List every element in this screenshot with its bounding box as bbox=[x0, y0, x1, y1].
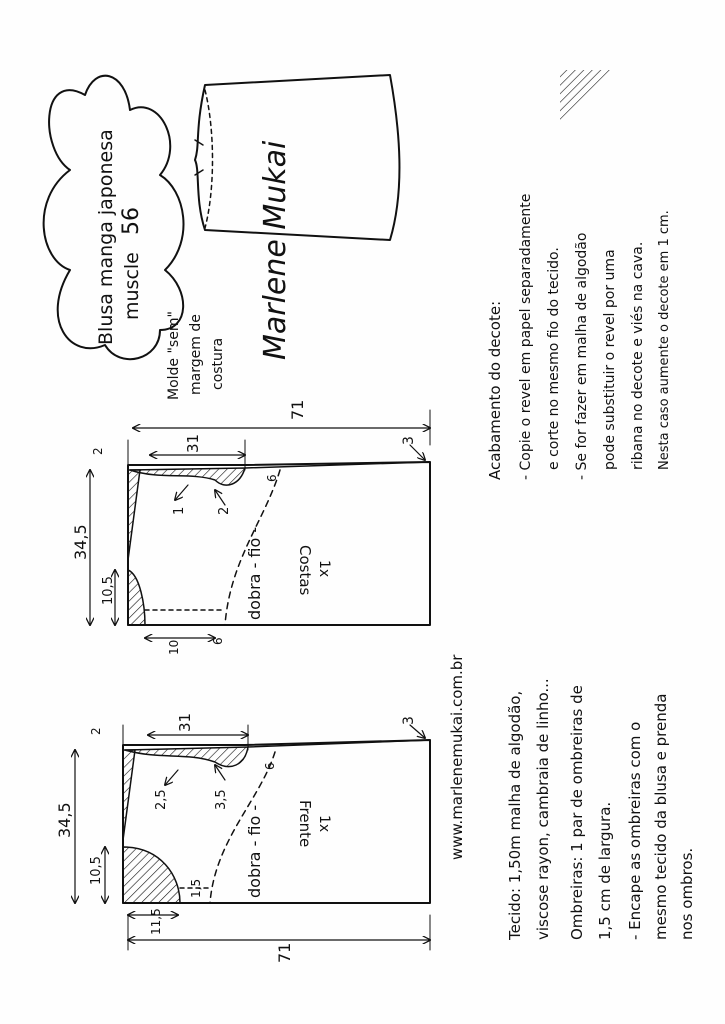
pads-line5: nos ombros. bbox=[678, 847, 696, 940]
back-neck-depth: 10,5 bbox=[101, 576, 116, 605]
pads-line3: - Encape as ombreiras com o bbox=[626, 721, 644, 940]
website: www.marlenemukai.com.br bbox=[448, 654, 466, 860]
back-fold: dobra - fio - bbox=[245, 526, 264, 620]
neckline-line4: pode substituir o revel por uma bbox=[602, 249, 618, 470]
back-qty: 1x bbox=[316, 560, 332, 578]
back-pleat: 6 bbox=[211, 637, 225, 645]
front-hem: 3 bbox=[401, 716, 417, 725]
front-length: 71 bbox=[275, 942, 294, 963]
back-dart-b: 2 bbox=[217, 506, 232, 515]
note-margin-line3: costura bbox=[210, 337, 226, 390]
note-margin-line2: margem de bbox=[188, 314, 204, 395]
fabric-line2: viscose rayon, cambraia de linho... bbox=[534, 678, 552, 940]
title-line2: muscle bbox=[121, 252, 143, 320]
fabric-line1: Tecido: 1,50m malha de algodão, bbox=[506, 690, 524, 940]
front-width: 31 bbox=[176, 712, 194, 732]
front-label: Frente bbox=[296, 800, 314, 848]
neckline-line6: Nesta caso aumente o decote em 1 cm. bbox=[657, 210, 672, 470]
neckline-line3: - Se for fazer em malha de algodão bbox=[574, 232, 590, 480]
back-width: 31 bbox=[184, 433, 202, 453]
front-dart-b: 3,5 bbox=[214, 789, 229, 810]
blouse-sketch bbox=[195, 75, 399, 240]
front-qty: 1x bbox=[316, 815, 332, 833]
back-label: Costas bbox=[296, 545, 314, 596]
back-depth: 34,5 bbox=[71, 524, 90, 560]
back-hem: 3 bbox=[401, 436, 417, 445]
title-size: 56 bbox=[119, 207, 144, 235]
front-neck-depth: 10,5 bbox=[89, 856, 104, 885]
front-fold: dobra - fio - bbox=[245, 804, 264, 898]
front-dart-a: 2,5 bbox=[154, 789, 169, 810]
neckline-line5: ribana no decote e viés na cava. bbox=[630, 241, 646, 470]
pads-line4: mesmo tecido da blusa e prenda bbox=[652, 693, 670, 940]
back-shoulder: 2 bbox=[91, 447, 105, 455]
neckline-line2: e corte no mesmo fio do tecido. bbox=[546, 247, 562, 470]
back-neck-width: 10 bbox=[167, 639, 181, 655]
corner-hatch bbox=[560, 70, 610, 120]
note-margin-line1: Molde "sem" bbox=[166, 311, 182, 400]
front-neck-width: 11,5 bbox=[149, 908, 163, 935]
front-armhole: 6 bbox=[263, 762, 277, 770]
front-shoulder: 2 bbox=[89, 727, 103, 735]
pads-line2: 1,5 cm de largura. bbox=[596, 801, 614, 940]
neckline-line1: - Copie o revel em papel separadamente bbox=[518, 193, 534, 480]
back-armhole: 6 bbox=[265, 474, 279, 482]
front-depth: 34,5 bbox=[55, 802, 74, 838]
title-line1: Blusa manga japonesa bbox=[95, 129, 117, 345]
back-length: 71 bbox=[288, 399, 307, 420]
pads-line1: Ombreiras: 1 par de ombreiras de bbox=[568, 685, 586, 940]
neckline-heading: Acabamento do decote: bbox=[486, 300, 504, 480]
back-dart-a: 1 bbox=[172, 506, 187, 515]
front-pleat: 1,5 bbox=[189, 878, 203, 898]
signature: Marlene Mukai bbox=[258, 140, 293, 360]
